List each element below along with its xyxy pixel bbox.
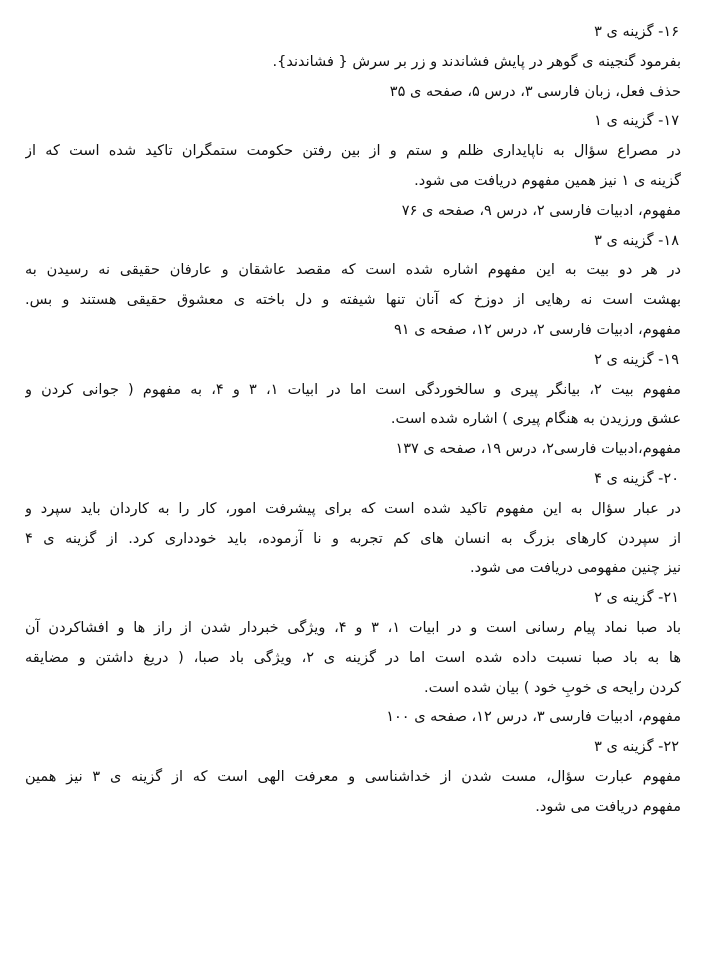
answer-21 [25, 584, 681, 733]
answer-19 [25, 346, 681, 465]
answer-text-line: مفهوم بیت ۲، بیانگر پیری و سالخوردگی است اما در ابیات ۱، ۳ و ۴، به مفهوم ( جوانی کردن و [25, 381, 681, 398]
answer-reference: مفهوم، ادبیات فارسی ۲، درس ۱۲، صفحه ی ۹۱ [394, 321, 681, 338]
answer-heading: ۱۸- گزینه ی ۳ [594, 232, 679, 249]
answer-text-line: کردن رایحه ی خوبِ خود ) بیان شده است. [424, 679, 681, 696]
answer-heading: ۱۹- گزینه ی ۲ [594, 351, 679, 368]
answer-text-line: باد صبا نماد پیام رسانی است و در ابیات ۱، ۳ و ۴، ویژگی خبردار شدن از راز ها و افشاکردن آن [25, 619, 681, 636]
answer-text-line: عشق ورزیدن به هنگام پیری ) اشاره شده است. [390, 411, 681, 428]
answer-reference: مفهوم،ادبیات فارسی۲، درس ۱۹، صفحه ی ۱۳۷ [395, 441, 681, 458]
answer-text-line: در مصراع سؤال به ناپایداری ظلم و ستم و از بین رفتن حکومت ستمگران تاکید شده است که از [25, 143, 681, 160]
answer-text-line: از سپردن کارهای بزرگ به انسان های کم تجربه و نا آزموده، باید خودداری کرد. از گزینه ی ۴ [25, 530, 681, 547]
answer-heading: ۲۱- گزینه ی ۲ [594, 590, 679, 607]
answer-text-line: گزینه ی ۱ نیز همین مفهوم دریافت می شود. [414, 172, 681, 189]
answer-22 [25, 733, 681, 822]
answer-heading: ۲۲- گزینه ی ۳ [594, 739, 679, 756]
answer-heading: ۱۶- گزینه ی ۳ [594, 24, 679, 40]
answer-17 [25, 107, 681, 226]
answer-text-line: مفهوم عبارت سؤال، مست شدن از خداشناسی و معرفت الهی است که از گزینه ی ۳ نیز همین [25, 768, 681, 785]
answer-reference: حذف فعل، زبان فارسی ۳، درس ۵، صفحه ی ۳۵ [389, 83, 681, 100]
answer-18 [25, 227, 681, 346]
answer-text-line: ها به باد صبا نسبت داده شده است اما در گزینه ی ۲، ویژگی باد صبا، ( دریغ داشتن و مضایقه [25, 649, 681, 666]
answer-16 [25, 18, 681, 107]
answer-text-line: نیز چنین مفهومی دریافت می شود. [470, 560, 681, 577]
answer-heading: ۱۷- گزینه ی ۱ [594, 113, 679, 130]
answer-text-line: در هر دو بیت به این مفهوم اشاره شده است که مقصد عاشقان و عارفان حقیقی نه رسیدن به [25, 262, 681, 279]
answer-key-document [25, 18, 681, 823]
answer-reference: مفهوم، ادبیات فارسی ۳، درس ۱۲، صفحه ی ۱۰۰ [386, 709, 681, 726]
answer-text-line: در عبار سؤال به این مفهوم تاکید شده است که برای پیشرفت امور، کار را به کاردان باید سپرد و [25, 500, 681, 517]
answer-20 [25, 465, 681, 584]
answer-reference: مفهوم، ادبیات فارسی ۲، درس ۹، صفحه ی ۷۶ [401, 202, 681, 219]
answer-text-line: بهشت است نه رهایی از دوزخ که آنان تنها شیفته و دل باخته ی معشوق حقیقی هستند و بس. [25, 292, 681, 309]
answer-text-line: مفهوم دریافت می شود. [535, 798, 681, 815]
answer-heading: ۲۰- گزینه ی ۴ [594, 470, 679, 487]
answer-text-line: بفرمود گنجینه ی گوهر در پایش فشاندند و زر بر سرش { فشاندند}. [272, 53, 681, 70]
